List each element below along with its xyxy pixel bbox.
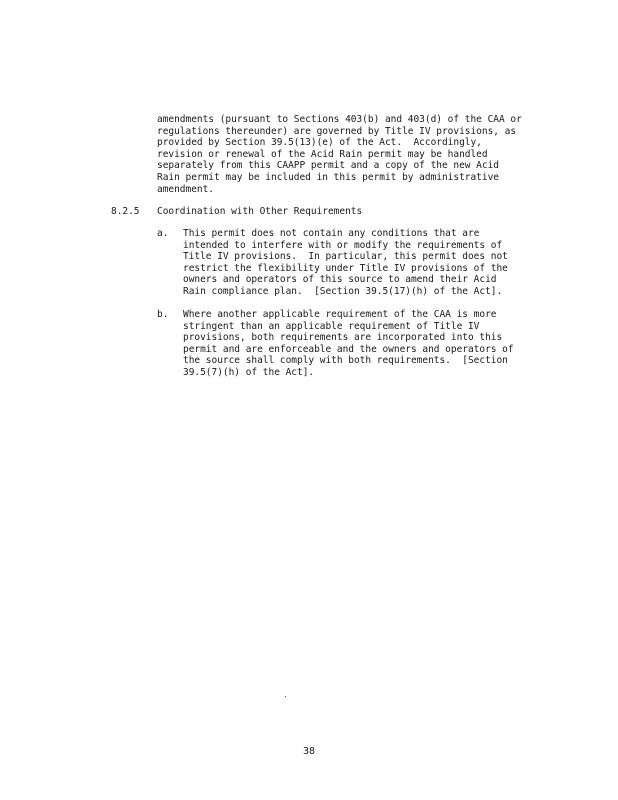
scan-speck [285,696,286,697]
page-number: 38 [302,746,316,757]
continued-paragraph: amendments (pursuant to Sections 403(b) and 403(d) of the CAA or regulations thereunder) are governed by Title IV provisions, as provided by Section 39.5(13)(e) of the Act. Accordingly, revision or renewal of the Acid Rain permit may be handled separately from this CAAPP permit and a copy of the new Acid Rain permit may be included in this permit by administrative amendment. [157,114,522,195]
section-number: 8.2.5 [111,206,140,217]
item-a-text: This permit does not contain any conditions that are intended to interfere with or modify the requirements of Title IV provisions. In particular, this permit does not restrict the flexibility under Title IV provisions of the owners and operators of this source to amend their Acid Rain compliance plan. [Section 39.5(17)(h) of the Act]. [183,228,508,297]
item-b-marker: b. [157,309,169,320]
item-b-text: Where another applicable requirement of the CAA is more stringent than an applicable requirement of Title IV provisions, both requirements are incorporated into this permit and are enforceable and the owners and operators of the source shall comply with both requirements. [Section 39.5(7)(h) of the Act]. [183,309,514,378]
section-title: Coordination with Other Requirements [157,206,363,217]
item-a-marker: a. [157,228,169,239]
